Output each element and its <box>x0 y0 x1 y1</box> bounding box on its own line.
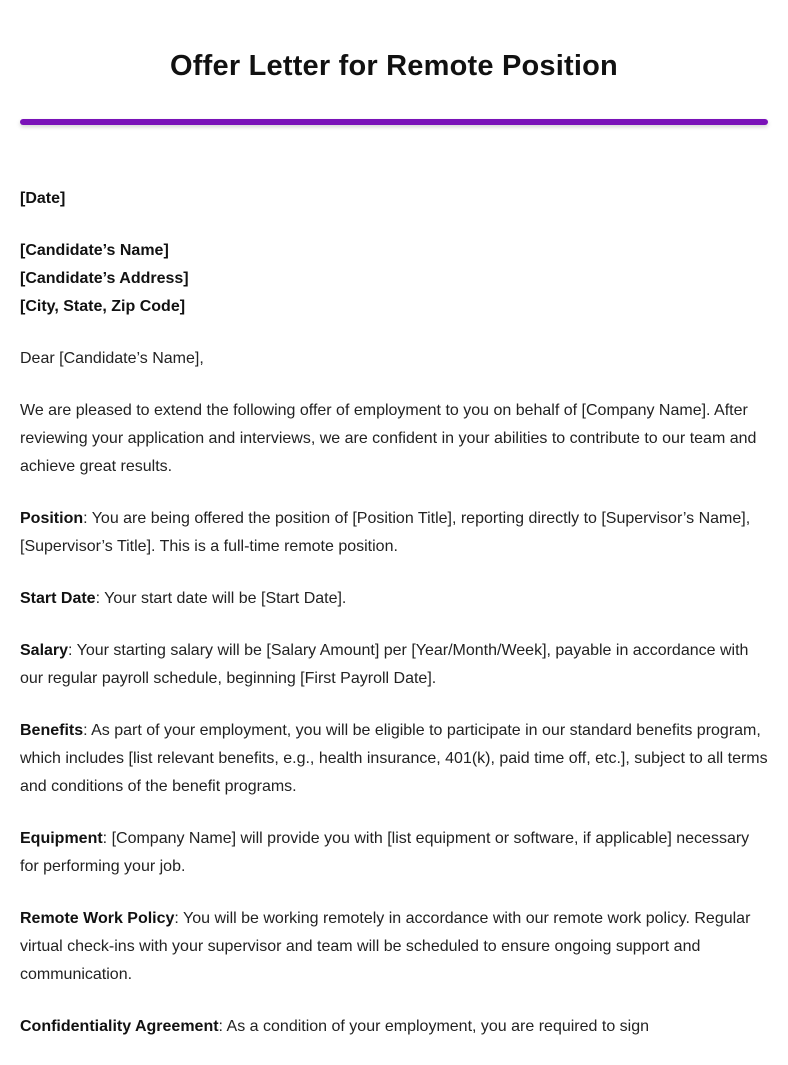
candidate-address-placeholder: [Candidate’s Address] <box>20 270 189 287</box>
term-label: Benefits <box>20 722 84 739</box>
page-title: Offer Letter for Remote Position <box>170 50 618 82</box>
term-label: Remote Work Policy <box>20 910 175 927</box>
term-salary <box>20 637 768 693</box>
letter-body <box>20 185 768 1065</box>
candidate-name-placeholder: [Candidate’s Name] <box>20 242 169 259</box>
term-label: Position <box>20 510 84 527</box>
term-label: Salary <box>20 642 69 659</box>
term-label: Equipment <box>20 830 103 847</box>
term-benefits <box>20 717 768 801</box>
term-label: Confidentiality Agreement <box>20 1018 219 1035</box>
candidate-name-line <box>20 237 768 265</box>
date-placeholder: [Date] <box>20 190 66 207</box>
term-text: : As a condition of your employment, you are required to sign <box>218 1018 650 1035</box>
city-state-zip-line <box>20 293 768 321</box>
term-confidentiality-agreement <box>20 1013 768 1041</box>
candidate-address-line <box>20 265 768 293</box>
term-equipment <box>20 825 768 881</box>
date-line <box>20 185 768 213</box>
city-state-zip-placeholder: [City, State, Zip Code] <box>20 298 186 315</box>
term-text: : As part of your employment, you will be eligible to participate in our standard benefits program, which includes [list relevant benefits, e.g., health insurance, 401(k), paid time off, etc.], subject to all terms and conditions of the benefit programs. <box>20 722 768 795</box>
salutation: Dear [Candidate’s Name], <box>20 350 204 367</box>
term-text: : You will be working remotely in accordance with our remote work policy. Regular virtual check-ins with your supervisor and team will be scheduled to ensure ongoing support and communication. <box>20 910 751 983</box>
term-start-date <box>20 585 768 613</box>
term-position <box>20 505 768 561</box>
title-divider <box>20 119 768 125</box>
term-text: : [Company Name] will provide you with [list equipment or software, if applicable] necessary for performing your job. <box>20 830 750 875</box>
term-text: : Your starting salary will be [Salary Amount] per [Year/Month/Week], payable in accordance with our regular payroll schedule, beginning [First Payroll Date]. <box>20 642 749 687</box>
term-text: : Your start date will be [Start Date]. <box>95 590 347 607</box>
intro-paragraph: We are pleased to extend the following offer of employment to you on behalf of [Company Name]. After reviewing your application and interviews, we are confident in your abilities to contribute to our team and achieve great results. <box>20 402 757 475</box>
term-text: : You are being offered the position of [Position Title], reporting directly to [Supervisor’s Name], [Supervisor’s Title]. This is a full-time remote position. <box>20 510 751 555</box>
term-remote-work-policy <box>20 905 768 989</box>
term-label: Start Date <box>20 590 96 607</box>
